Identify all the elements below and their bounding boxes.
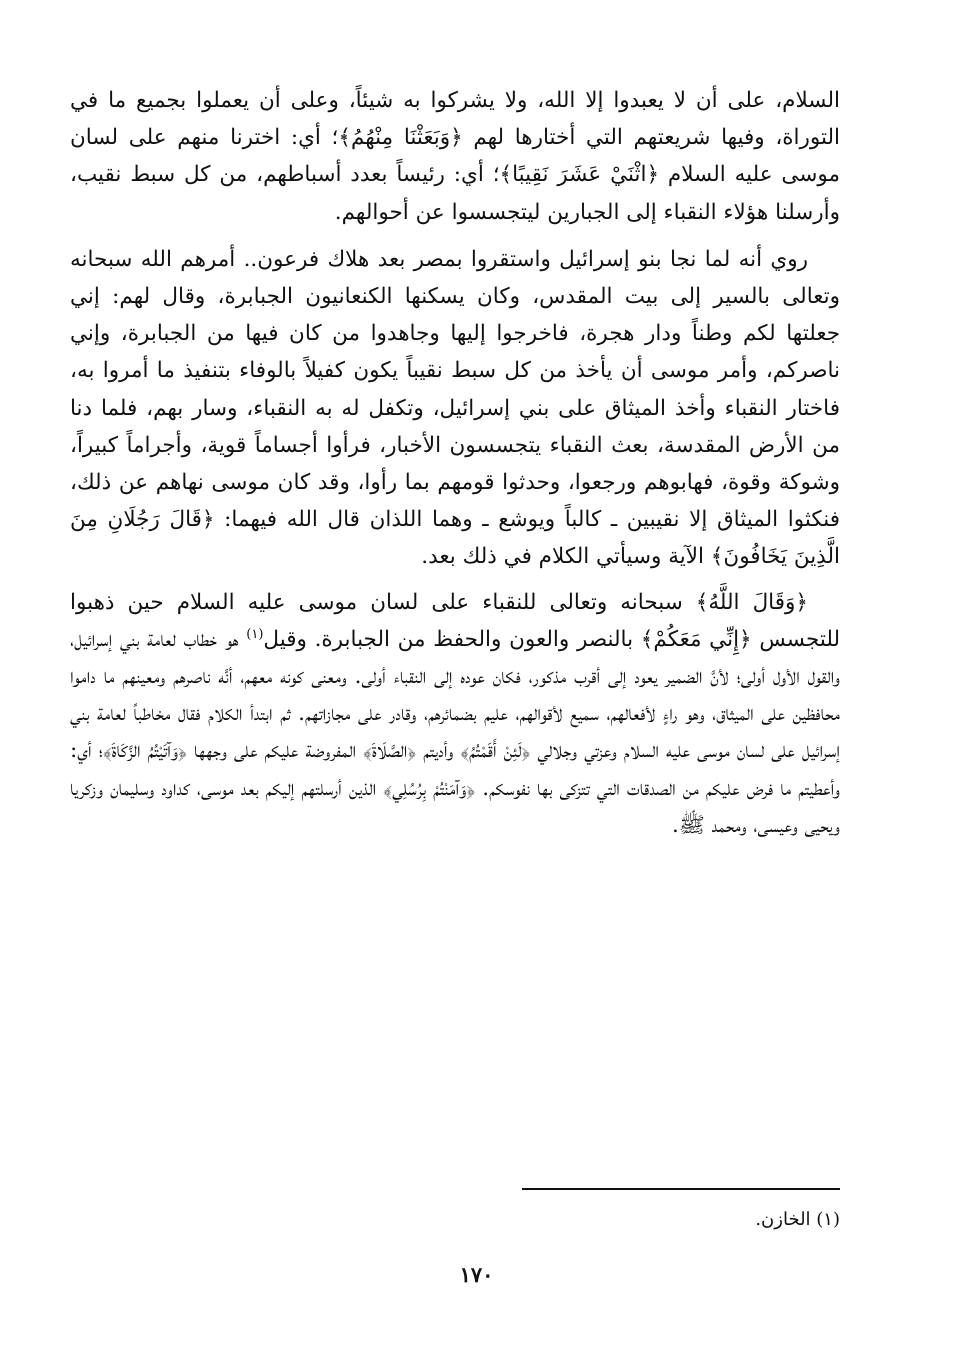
footnote-reference[interactable]: (١) <box>246 626 264 642</box>
paragraph-2: روي أنه لما نجا بنو إسرائيل واستقروا بمصر بعد هلاك فرعون.. أمرهم الله سبحانه وتعالى بالسير إلى بيت المقدس، وكان يسكنها الكنعانيون الجبابرة، وقال لهم: إني جعلتها لكم وطناً ودار هجرة، فاخرجوا إليها وجاهدوا من كان فيها من الجبابرة، وإني ناصركم، وأمر موسى أن يأخذ من كل سبط نقيباً يكون كفيلاً بالوفاء بتنفيذ ما أمروا به، فاختار النقباء وأخذ الميثاق على بني إسرائيل، وتكفل له به النقباء، وسار بهم، فلما دنا من الأرض المقدسة، بعث النقباء يتجسسون الأخبار، فرأوا أجساماً قوية، وأجراماً كبيراً، وشوكة وقوة، فهابوهم ورجعوا، وحدثوا قومهم بما رأوا، وقد كان موسى نهاهم عن ذلك، فنكثوا الميثاق إلا نقيبين ـ كالباً ويوشع ـ وهما اللذان قال الله فيهما: ﴿قَالَ رَجُلَانِ مِنَ الَّذِينَ يَخَافُونَ﴾ الآية وسيأتي الكلام في ذلك بعد. <box>70 246 840 570</box>
footnote-divider <box>522 1188 840 1190</box>
paragraph-3-start: ﴿وَقَالَ اللَّهُ﴾ سبحانه وتعالى للنقباء على لسان موسى عليه السلام حين ذهبوا للتجسس ﴿إِنِّي مَعَكُمْ﴾ بالنصر والعون والحفظ من الجبابرة. وقيل <box>70 589 841 652</box>
paragraph-3-rest: هو خطاب لعامة بني إسرائيل، والقول الأول أولى؛ لأنَّ الضمير يعود إلى أقرب مذكور، فكان عوده إلى النقباء أولى. ومعنى كونه معهم، أنَّه ناصرهم ومعينهم ما داموا محافظين على الميثاق، وهو راءٍ لأفعالهم، سميع لأقوالهم، عليم بضمائرهم، وقادر على مجازاتهم. ثم ابتدأ الكلام فقال مخاطباً لعامة بني إسرائيل على لسان موسى عليه السلام وعزتي وجلالي ﴿لَئِنْ أَقَمْتُمُ﴾ وأديتم ﴿الصَّلَاةَ﴾ المفروضة عليكم على وجهها ﴿وَآتَيْتُمُ الزَّكَاةَ﴾؛ أي: وأعطيتم ما فرض عليكم من الصدقات التي تتزكى بها نفوسكم. ﴿وَآمَنْتُمْ بِرُسُلِي﴾ الذين أرسلتهم إليكم بعد موسى، كداود وسليمان وزكريا ويحيى وعيسى، ومحمد ﷺ. <box>70 626 840 838</box>
paragraph-1: السلام، على أن لا يعبدوا إلا الله، ولا يشركوا به شيئاً، وعلى أن يعملوا بجميع ما في التوراة، وفيها شريعتهم التي أختارها لهم ﴿وَبَعَثْنَا مِنْهُمُ﴾؛ أي: اخترنا منهم على لسان موسى عليه السلام ﴿اثْنَيْ عَشَرَ نَقِيبًا﴾؛ أي: رئيساً بعدد أسباطهم، من كل سبط نقيب، وأرسلنا هؤلاء النقباء إلى الجبارين ليتجسسوا عن أحوالهم. <box>70 88 840 225</box>
page-number: ١٧٠ <box>459 1262 494 1287</box>
paragraph-3 <box>70 584 840 844</box>
footnote: (١) الخازن. <box>755 1209 840 1230</box>
main-text <box>70 82 840 844</box>
